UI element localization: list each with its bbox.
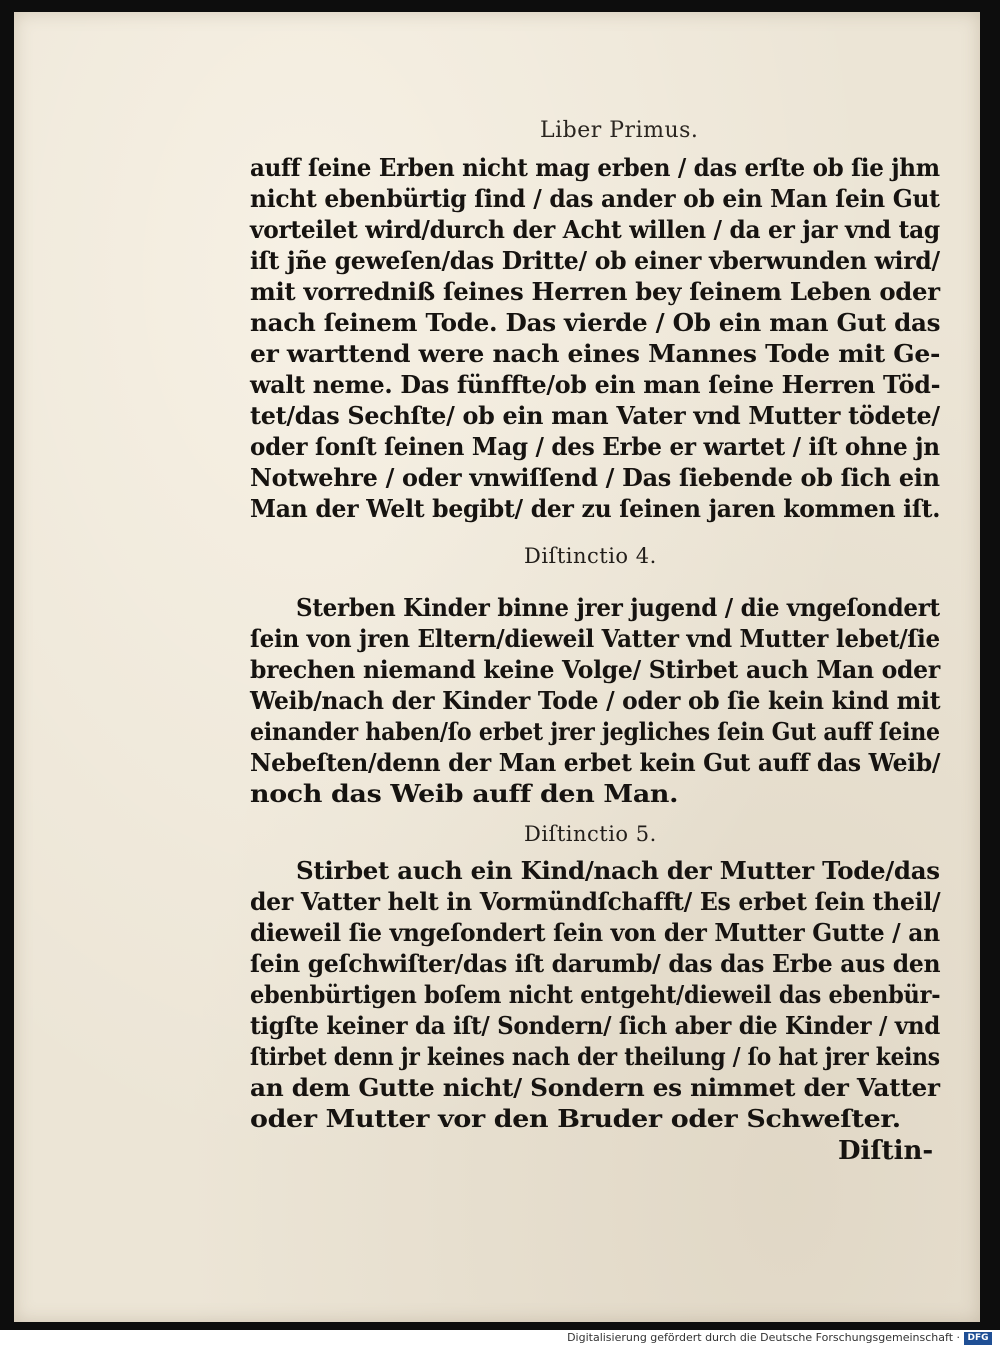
- text-block-section-4: [250, 592, 940, 809]
- text-line: Stirbet auch ein Kind/nach der Mutter Tode/das: [296, 856, 940, 885]
- text-line: der Vatter helt in Vormündſchafft/ Es erbet ſein theil/: [250, 887, 941, 916]
- text-line: nach ſeinem Tode. Das vierde / Ob ein man Gut das: [250, 308, 941, 337]
- text-block-section-5: [250, 855, 940, 1134]
- text-line: noch das Weib auff den Man.: [250, 779, 679, 808]
- text-line: nicht ebenbürtig ſind / das ander ob ein Man ſein Gut: [250, 184, 940, 213]
- text-line: Sterben Kinder binne jrer jugend / die vngeſondert: [296, 593, 940, 622]
- text-block-section-1: [250, 152, 940, 524]
- funding-credit: Digitalisierung gefördert durch die Deutsche Forschungsgemeinschaft ·: [567, 1331, 960, 1344]
- text-line: einander haben/ſo erbet jrer jegliches ſein Gut auff ſeine: [250, 717, 940, 746]
- section-heading-4: Diſtinctio 4.: [524, 544, 657, 568]
- section-heading-5: Diſtinctio 5.: [524, 822, 657, 846]
- text-line: vorteilet wird/durch der Acht willen / da er jar vnd tag: [250, 215, 940, 244]
- text-line: brechen niemand keine Volge/ Stirbet auch Man oder: [250, 655, 940, 684]
- text-line: er warttend were nach eines Mannes Tode mit Ge-: [250, 339, 941, 368]
- text-line: Weib/nach der Kinder Tode / oder ob ſie kein kind mit: [250, 686, 941, 715]
- text-line: Notwehre / oder vnwiſſend / Das ſiebende ob ſich ein: [250, 463, 940, 492]
- text-line: an dem Gutte nicht/ Sondern es nimmet der Vatter: [250, 1073, 940, 1102]
- text-line: ſtirbet denn jr keines nach der theilung / ſo hat jrer keins: [250, 1042, 940, 1071]
- text-line: iſt jñe geweſen/das Dritte/ ob einer vberwunden wird/: [250, 246, 940, 275]
- text-line: tet/das Sechſte/ ob ein man Vater vnd Mutter tödete/: [250, 401, 940, 430]
- text-line: ſein von jren Eltern/dieweil Vatter vnd Mutter lebet/ſie: [250, 624, 940, 653]
- text-line: dieweil ſie vngeſondert ſein von der Mutter Gutte / an: [250, 918, 940, 947]
- text-line: mit vorredniß ſeines Herren bey ſeinem Leben oder: [250, 277, 940, 306]
- running-head: Liber Primus.: [540, 118, 699, 143]
- text-line: ſein geſchwiſter/das iſt darumb/ das das Erbe aus den: [250, 949, 941, 978]
- dfg-logo: DFG: [964, 1332, 992, 1345]
- text-line: oder Mutter vor den Bruder oder Schweſter.: [250, 1104, 901, 1133]
- text-line: auff ſeine Erben nicht mag erben / das erſte ob ſie jhm: [250, 153, 940, 182]
- text-line: tigſte keiner da iſt/ Sondern/ ſich aber die Kinder / vnd: [250, 1011, 941, 1040]
- text-line: oder ſonſt ſeinen Mag / des Erbe er wartet / iſt ohne jn: [250, 432, 940, 461]
- text-line: walt neme. Das fünffte/ob ein man ſeine Herren Töd-: [250, 370, 941, 399]
- text-line: Man der Welt begibt/ der zu ſeinen jaren kommen iſt.: [250, 494, 941, 523]
- text-line: Nebeſten/denn der Man erbet kein Gut auff das Weib/: [250, 748, 941, 777]
- text-line: ebenbürtigen boſem nicht entgeht/dieweil das ebenbür-: [250, 980, 941, 1009]
- catchword: Diſtin-: [838, 1136, 934, 1166]
